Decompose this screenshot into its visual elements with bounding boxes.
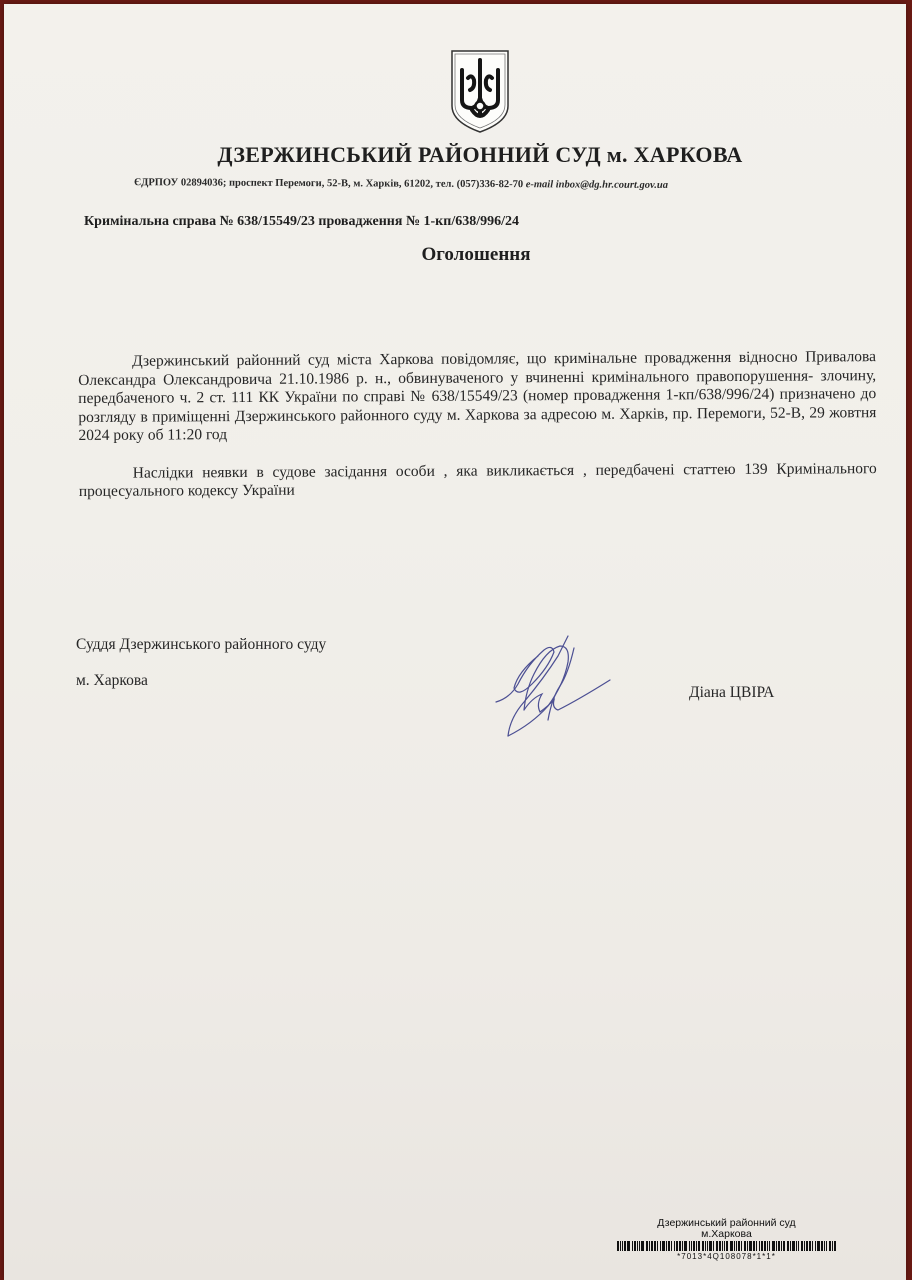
barcode-bar [634, 1241, 636, 1251]
barcode-bar [649, 1241, 650, 1251]
barcode-bar [736, 1241, 737, 1251]
barcode-bar [632, 1241, 633, 1251]
barcode-bar [738, 1241, 740, 1251]
barcode-bar [676, 1241, 678, 1251]
announcement-body [78, 348, 877, 501]
barcode-bar [781, 1241, 782, 1251]
barcode-bar [684, 1241, 687, 1251]
barcode-bar [709, 1241, 712, 1251]
barcode-bar [637, 1241, 638, 1251]
barcode-bar [627, 1241, 630, 1251]
barcode-bar [682, 1241, 683, 1251]
document-title: Оголошення [421, 244, 531, 265]
barcode-bar [798, 1241, 799, 1251]
barcode-bar [804, 1241, 805, 1251]
barcode-bar [769, 1241, 770, 1251]
barcode-bar [713, 1241, 714, 1251]
barcode-bar [778, 1241, 780, 1251]
barcode-bar [730, 1241, 733, 1251]
barcode-bar [724, 1241, 725, 1251]
barcode-bar [821, 1241, 823, 1251]
court-email: e-mail inbox@dg.hr.court.gov.ua [525, 179, 669, 191]
barcode-bar [826, 1241, 827, 1251]
announcement-paragraph-consequences: Наслідки неявки в судове засідання особи , яка викликається , передбачені статтею 139 Кримінального процесуального кодексу України [78, 459, 877, 500]
barcode-bar [622, 1241, 623, 1251]
barcode-bar [689, 1241, 690, 1251]
barcode-bar [654, 1241, 656, 1251]
announcement-paragraph-hearing: Дзержинський районний суд міста Харкова повідомляє, що кримінальне провадження відносно Привалова Олександра Олександровича 21.10.1986 р. н., обвинуваченого у вчиненні кримінального правопорушення- злочину, передбаченого ч. 2 ст. 111 КК України по справі № 638/15549/23 (номер провадження 1-кп/638/996/24) призначено до розгляду в приміщенні Дзержинського районного суду м. Харкова за адресою м. Харків, пр. Перемоги, 52-В, 29 жовтня 2024 року об 11:20 год [78, 348, 877, 444]
barcode-bar [666, 1241, 667, 1251]
barcode-bar [651, 1241, 653, 1251]
barcode-bar [792, 1241, 795, 1251]
barcode-bar [617, 1241, 619, 1251]
barcode-bar [639, 1241, 640, 1251]
barcode-bar [734, 1241, 735, 1251]
barcode-bar [679, 1241, 681, 1251]
barcode-icon [584, 1241, 869, 1251]
judge-name: Діана ЦВІРА [689, 684, 775, 701]
barcode-bar [744, 1241, 746, 1251]
barcode-bar [801, 1241, 803, 1251]
barcode-bar [815, 1241, 816, 1251]
barcode-bar [753, 1241, 755, 1251]
handwritten-signature-icon [488, 628, 628, 744]
barcode-bar [719, 1241, 721, 1251]
barcode-bar [806, 1241, 808, 1251]
barcode-bar [764, 1241, 766, 1251]
barcode-bar [817, 1241, 820, 1251]
barcode-bar [741, 1241, 742, 1251]
barcode-bar [726, 1241, 728, 1251]
barcode-bar [832, 1241, 833, 1251]
barcode-bar [662, 1241, 665, 1251]
barcode-bar [693, 1241, 695, 1251]
barcode-bar [834, 1241, 836, 1251]
barcode-bar [660, 1241, 661, 1251]
case-number-line: Кримінальна справа № 638/15549/23 провадження № 1-кп/638/996/24 [84, 214, 519, 229]
barcode-bar [641, 1241, 644, 1251]
document-page [4, 4, 906, 1280]
barcode-bar [829, 1241, 831, 1251]
judge-title-line-1: Суддя Дзержинського районного суду [76, 636, 327, 653]
barcode-bar [671, 1241, 672, 1251]
barcode-bar [824, 1241, 825, 1251]
barcode-bar [759, 1241, 760, 1251]
barcode-bar [761, 1241, 763, 1251]
barcode-bar [646, 1241, 648, 1251]
stamp-court-name: Дзержинський районний суд [657, 1217, 796, 1229]
barcode-bar [707, 1241, 708, 1251]
barcode-bar [668, 1241, 670, 1251]
barcode-bar [620, 1241, 621, 1251]
barcode-bar [772, 1241, 775, 1251]
barcode-bar [696, 1241, 697, 1251]
court-address-phone: ЄДРПОУ 02894036; проспект Перемоги, 52-В, м. Харків, 61202, тел. (057)336-82-70 [133, 177, 526, 191]
judge-title-line-2: м. Харкова [76, 672, 148, 689]
barcode-bar [691, 1241, 692, 1251]
barcode-bar [790, 1241, 791, 1251]
stamp-city: м.Харкова [701, 1228, 752, 1240]
barcode-bar [776, 1241, 777, 1251]
barcode-bar [749, 1241, 752, 1251]
barcode-bar [698, 1241, 700, 1251]
barcode-bar [783, 1241, 785, 1251]
barcode-bar [716, 1241, 718, 1251]
barcode-text: *7013*4Q108078*1*1* [677, 1252, 776, 1261]
barcode-bar [702, 1241, 704, 1251]
barcode-bar [747, 1241, 748, 1251]
barcode-bar [674, 1241, 675, 1251]
barcode-bar [722, 1241, 723, 1251]
barcode-bar [624, 1241, 626, 1251]
barcode-bar [657, 1241, 658, 1251]
barcode-bar [767, 1241, 768, 1251]
barcode-bar [796, 1241, 797, 1251]
barcode-bar [809, 1241, 811, 1251]
judge-title-block [76, 636, 326, 690]
barcode-bar [787, 1241, 789, 1251]
coat-of-arms-icon [448, 48, 512, 134]
court-name-heading: ДЗЕРЖИНСЬКИЙ РАЙОННИЙ СУД м. ХАРКОВА [217, 142, 743, 167]
registry-stamp [584, 1217, 869, 1261]
barcode-bar [756, 1241, 757, 1251]
court-contact-info [134, 177, 834, 192]
barcode-bar [812, 1241, 813, 1251]
barcode-bar [705, 1241, 706, 1251]
